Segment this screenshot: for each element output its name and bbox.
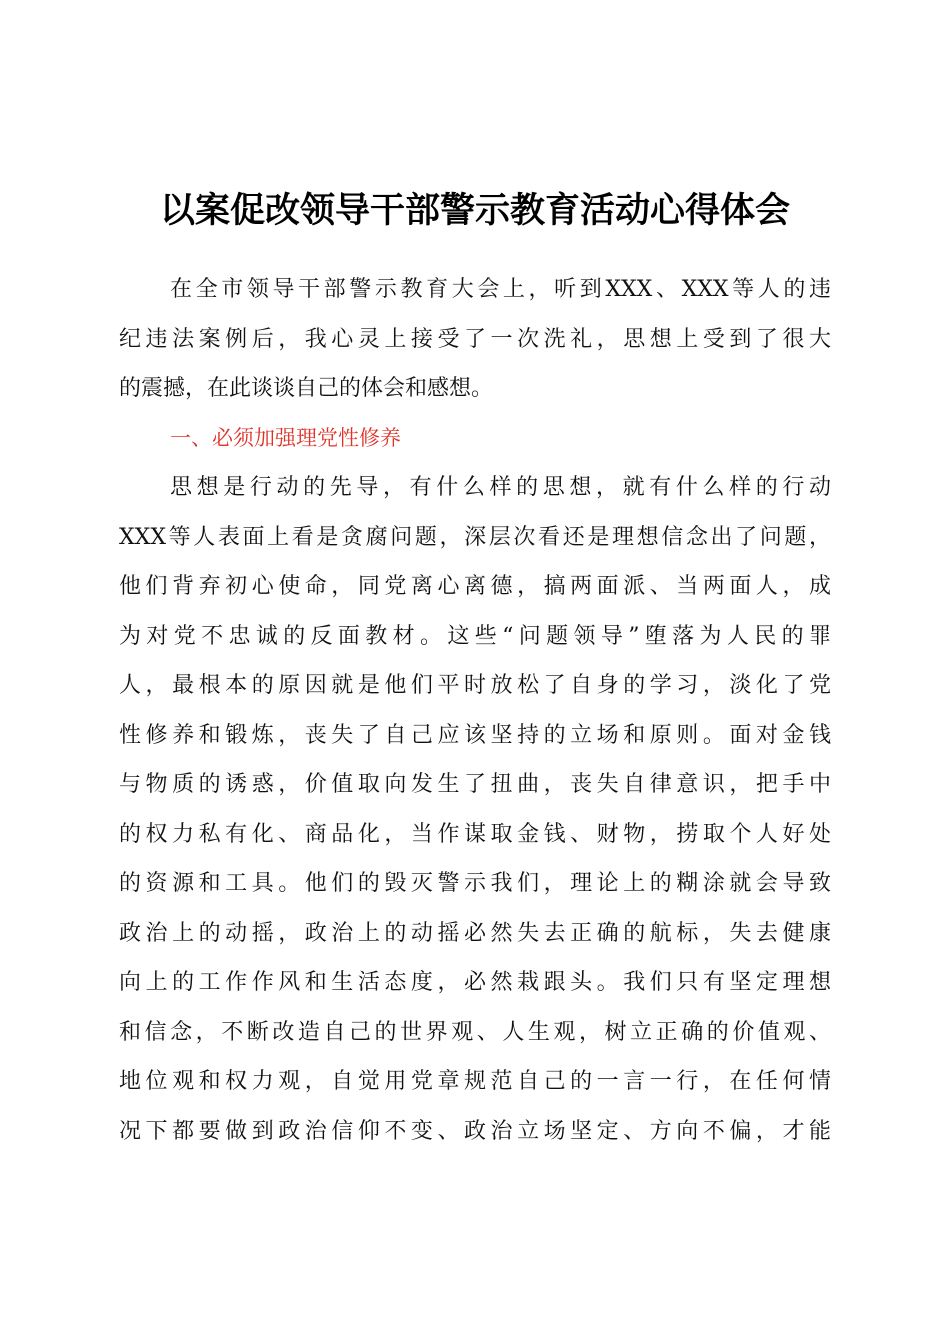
document-body xyxy=(119,265,831,1156)
paragraph-line: 政治上的动摇，政治上的动摇必然失去正确的航标，失去健康 xyxy=(119,920,831,946)
paragraph-line: 与物质的诱惑，价值取向发生了扭曲，丧失自律意识，把手中 xyxy=(119,772,831,797)
paragraph-line: 的资源和工具。他们的毁灭警示我们，理论上的糊涂就会导致 xyxy=(119,871,831,896)
paragraph-line: 向上的工作作风和生活态度，必然栽跟头。我们只有坚定理想 xyxy=(119,970,831,995)
paragraph-line: 纪违法案例后，我心灵上接受了一次洗礼，思想上受到了很大 xyxy=(119,326,831,352)
document-title: 以案促改领导干部警示教育活动心得体会 xyxy=(159,190,790,231)
paragraph-line: 和信念，不断改造自己的世界观、人生观，树立正确的价值观、 xyxy=(119,1019,831,1045)
paragraph-line: 况下都要做到政治信仰不变、政治立场坚定、方向不偏，才能 xyxy=(119,1118,831,1144)
paragraph-line: 思想是行动的先导，有什么样的思想，就有什么样的行动 xyxy=(170,475,831,500)
paragraph-line: 人，最根本的原因就是他们平时放松了自身的学习，淡化了党 xyxy=(119,673,831,698)
paragraph-line: 的权力私有化、商品化，当作谋取金钱、财物，捞取个人好处 xyxy=(119,821,831,847)
paragraph-line: 他们背弃初心使命，同党离心离德，搞两面派、当两面人，成 xyxy=(119,574,831,599)
paragraph-line: 的震撼，在此谈谈自己的体会和感想。 xyxy=(119,376,494,401)
paragraph-line: 性修养和锻炼，丧失了自己应该坚持的立场和原则。面对金钱 xyxy=(119,722,831,748)
section-heading: 一、必须加强理党性修养 xyxy=(170,425,401,450)
paragraph-line: XXX等人表面上看是贪腐问题，深层次看还是理想信念出了问题， xyxy=(119,524,831,550)
paragraph-line: 为对党不忠诚的反面教材。这些“问题领导”堕落为人民的罪 xyxy=(119,623,831,649)
paragraph-line: 在全市领导干部警示教育大会上，听到XXX、XXX等人的违 xyxy=(170,277,831,302)
paragraph-line: 地位观和权力观，自觉用党章规范自己的一言一行，在任何情 xyxy=(119,1069,831,1094)
